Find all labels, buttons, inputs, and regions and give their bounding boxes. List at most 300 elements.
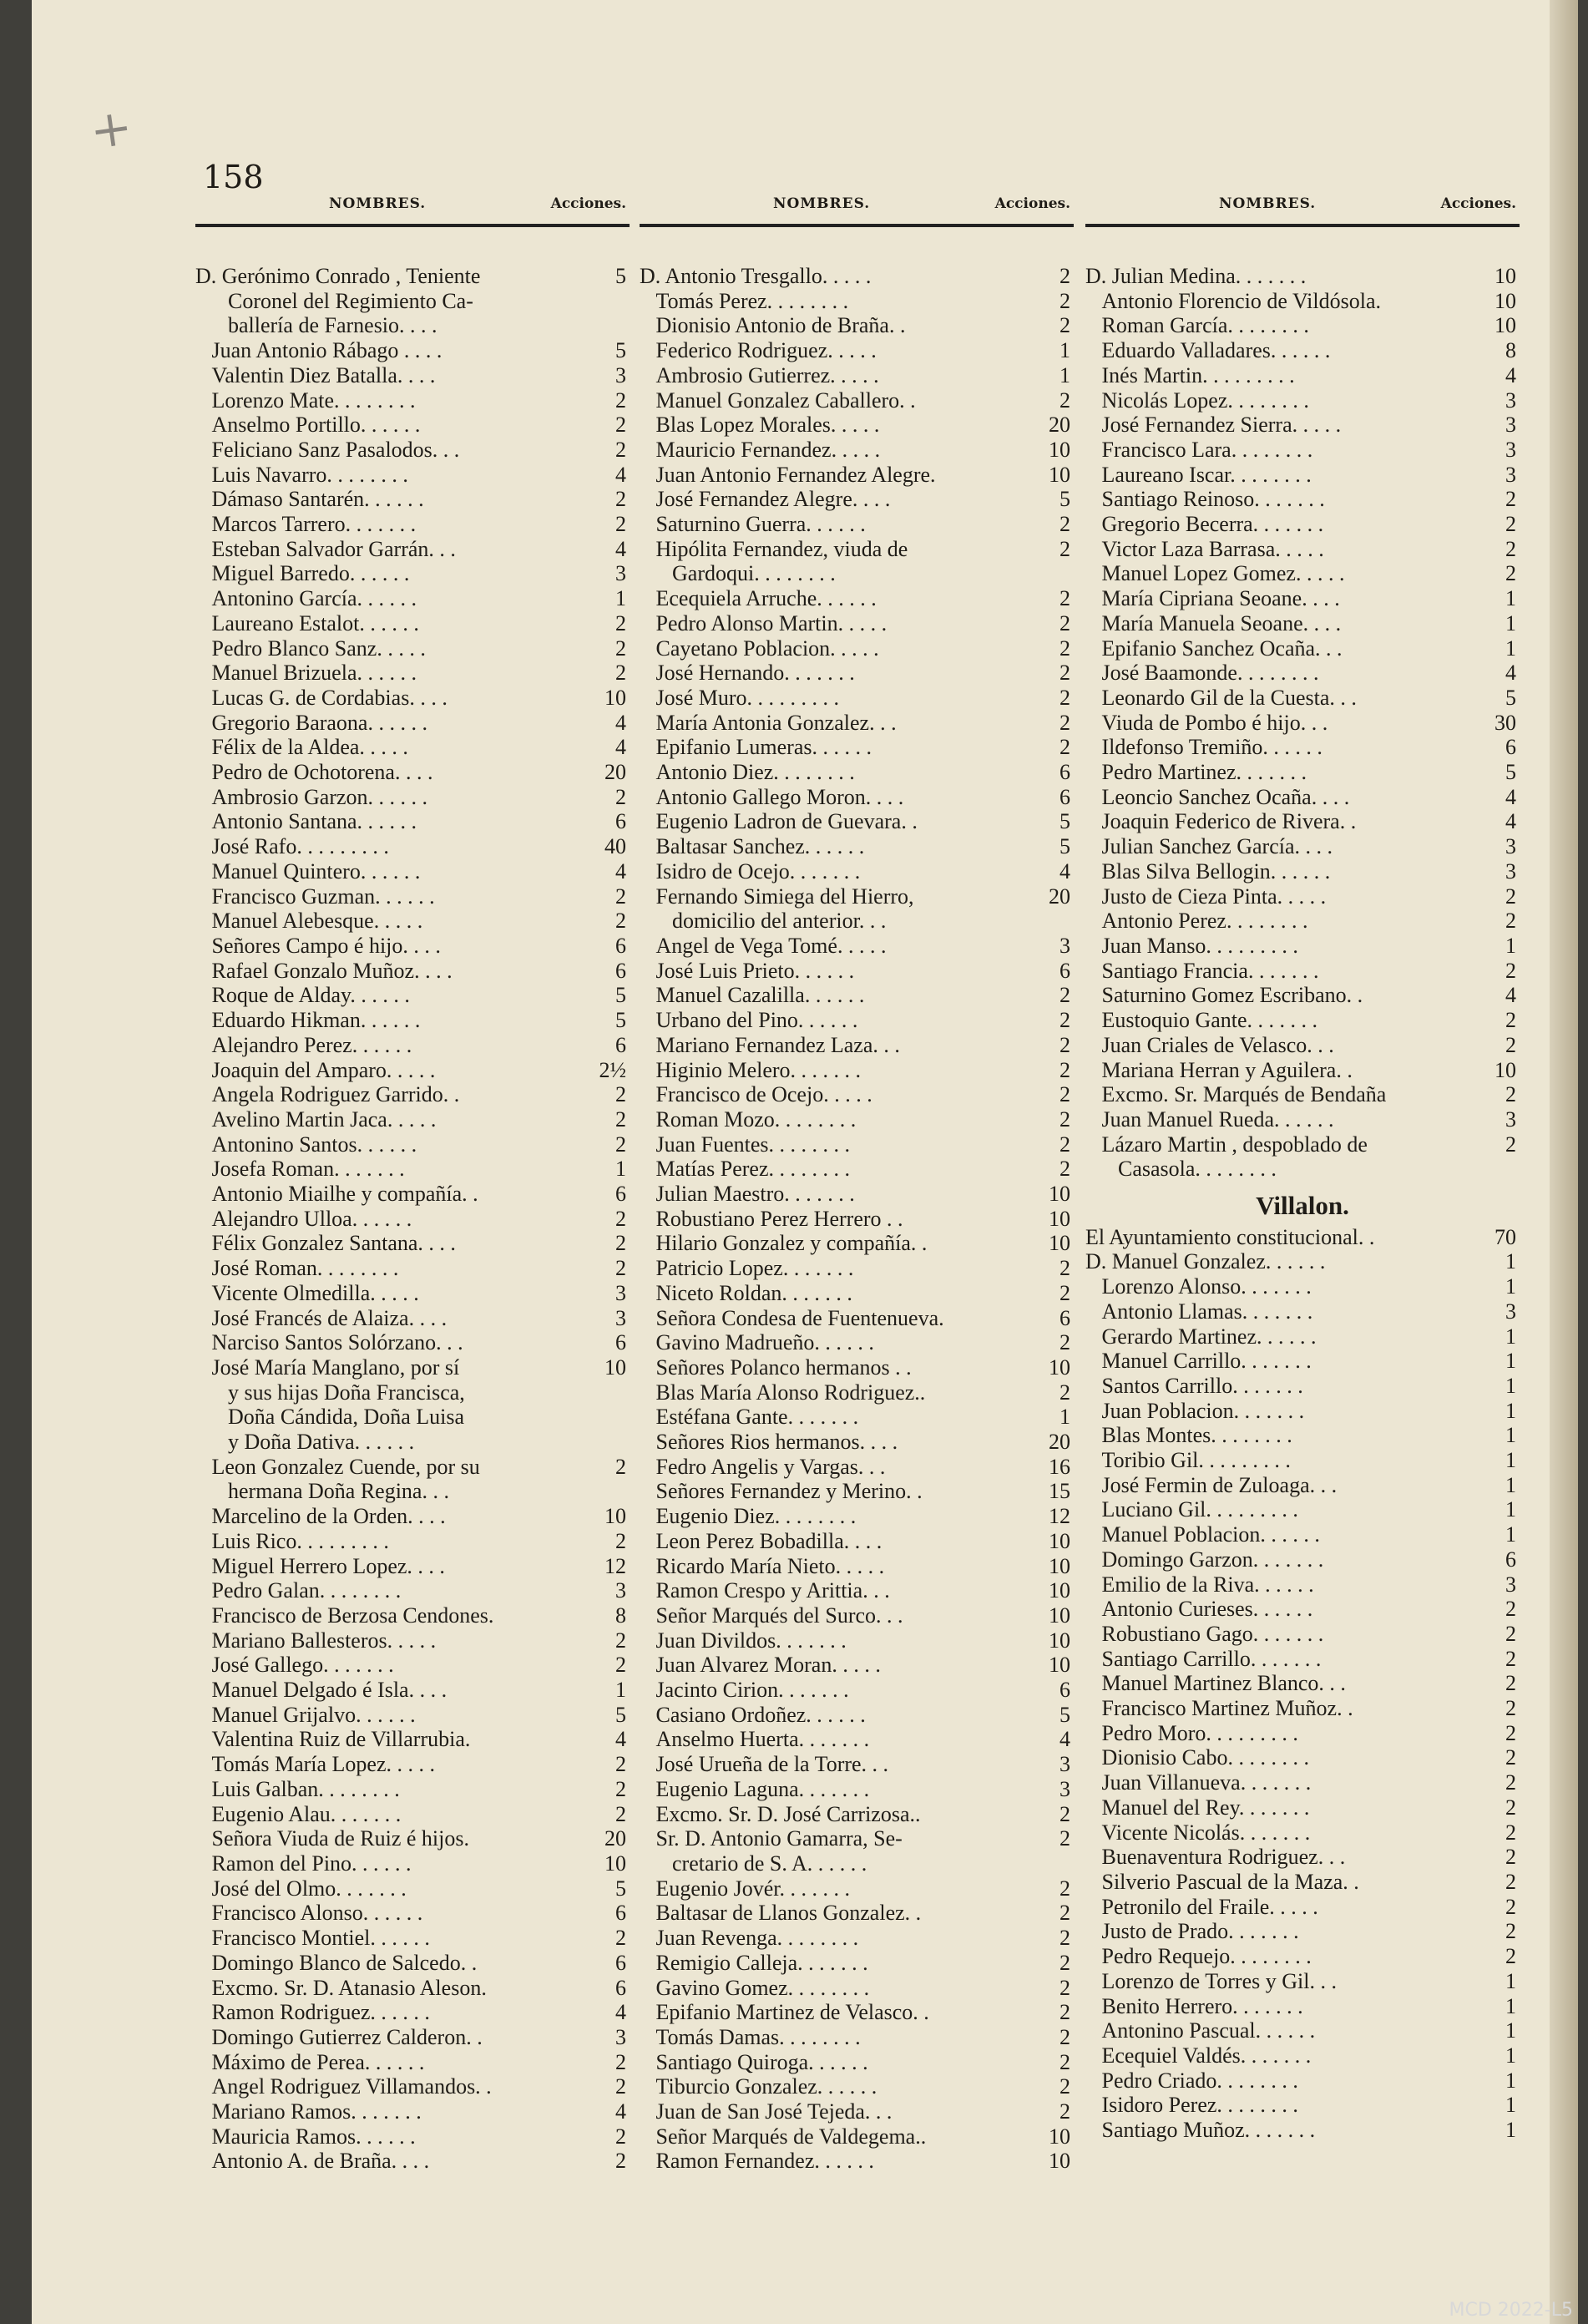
entry-name: Marcelino de la Orden. . . . (195, 1504, 446, 1529)
header-shares: Acciones. (550, 195, 626, 212)
entry-row (195, 1554, 630, 1579)
entry-shares: 4 (615, 1727, 626, 1752)
entry-shares: 2 (1060, 586, 1070, 611)
entry-name: Pedro Blanco Sanz. . . . . (195, 635, 426, 661)
header-names: NOMBRES. (1219, 195, 1317, 212)
entry-name: Mariano Fernandez Laza. . . (640, 1032, 900, 1057)
entry-name: Excmo. Sr. D. Atanasio Aleson. (195, 1975, 487, 2000)
entry-shares: 6 (615, 1032, 626, 1057)
entry-shares: 10 (1049, 1553, 1070, 1578)
entry-shares: 2 (1060, 1380, 1070, 1405)
entry-name: Señora Viuda de Ruiz é hijos. (195, 1826, 469, 1851)
entry-row (640, 1554, 1074, 1579)
entry-shares: 4 (1505, 983, 1516, 1008)
entry-name: Lorenzo Alonso. . . . . . . (1085, 1274, 1312, 1299)
entry-row (640, 760, 1074, 785)
entry-name: Dionisio Cabo. . . . . . . . (1085, 1745, 1309, 1770)
entry-name: Joaquin del Amparo. . . . . (195, 1057, 436, 1082)
entry-row (1085, 561, 1520, 586)
entry-name: Vicente Olmedilla. . . . . (195, 1280, 419, 1305)
entry-name: Francisco Alonso. . . . . . (195, 1901, 423, 1926)
entry-name: Anselmo Portillo. . . . . . (195, 413, 421, 438)
entry-name: Francisco Lara. . . . . . . . (1085, 437, 1313, 462)
entry-shares: 2 (615, 1231, 626, 1256)
entry-shares: 10 (1049, 2149, 1070, 2174)
entry-name: Benito Herrero. . . . . . . (1085, 1993, 1303, 2018)
entry-shares: 2 (1060, 1280, 1070, 1305)
entry-shares: 2 (1060, 1330, 1070, 1355)
entry-row (640, 1380, 1074, 1405)
entry-name: Urbano del Pino. . . . . . (640, 1008, 858, 1033)
entry-shares: 4 (615, 462, 626, 487)
entry-shares: 2 (1060, 1901, 1070, 1926)
entry-shares: 1 (1505, 2018, 1516, 2043)
entry-name: José María Manglano, por sí y sus hijas Doña Francisca, Doña Cándida, Doña Luisa y Doña Dativa. . . . . . (211, 1354, 465, 1455)
entry-name: Señores Fernandez y Merino. . (640, 1479, 923, 1504)
entry-name: Eugenio Alau. . . . . . . (195, 1801, 402, 1826)
entry-name: Señores Polanco hermanos . . (640, 1354, 912, 1380)
entry-row (1085, 1944, 1520, 1969)
entry-row (640, 1727, 1074, 1752)
entry-name: Juan Poblacion. . . . . . . (1085, 1398, 1305, 1423)
entry-row (1085, 2018, 1520, 2043)
entry-shares: 4 (615, 2000, 626, 2025)
entry-row (195, 2000, 630, 2025)
entry-name: Manuel Gonzalez Caballero. . (640, 387, 916, 413)
entry-name: Antonio Perez. . . . . . . . (1085, 909, 1308, 934)
entry-row (640, 2025, 1074, 2050)
entry-shares: 30 (1494, 710, 1516, 735)
entry-shares: 10 (1049, 1628, 1070, 1653)
entry-name: Ramon del Pino. . . . . . (195, 1851, 412, 1876)
entry-name: Pedro Criado. . . . . . . . (1085, 2068, 1298, 2093)
entry-shares: 4 (615, 2099, 626, 2124)
entry-shares: 10 (1049, 1653, 1070, 1678)
entry-row (195, 1256, 630, 1281)
entry-name: Hilario Gonzalez y compañía. . (640, 1231, 928, 1256)
entry-row (195, 388, 630, 413)
entry-row (640, 1901, 1074, 1926)
entry-shares: 3 (1505, 1299, 1516, 1324)
entry-name: Antonino Pascual. . . . . . (1085, 2018, 1316, 2043)
entry-name: Señor Marqués de Valdegema.. (640, 2124, 927, 2149)
entry-name: Antonio Curieses. . . . . . (1085, 1597, 1313, 1622)
entry-name: Isidoro Perez. . . . . . . . (1085, 2093, 1298, 2118)
entry-row (195, 1628, 630, 1653)
entry-row (1085, 463, 1520, 488)
entry-name: Valentina Ruiz de Villarrubia. (195, 1727, 471, 1752)
entry-name: Antonio Gallego Moron. . . . (640, 784, 904, 809)
column-header (1085, 184, 1520, 227)
entry-shares: 6 (615, 1182, 626, 1207)
entry-name: Estéfana Gante. . . . . . . (640, 1405, 859, 1430)
entry-shares: 2 (1060, 1256, 1070, 1281)
entry-row (640, 463, 1074, 488)
entry-shares: 2 (1505, 1870, 1516, 1894)
entry-name: Pedro Moro. . . . . . . . . (1085, 1720, 1298, 1745)
entry-name: José Baamonde. . . . . . . . (1085, 661, 1319, 686)
entry-shares: 2 (1505, 1820, 1516, 1845)
entry-name: Juan Divildos. . . . . . . (640, 1628, 847, 1653)
entry-name: Juan Antonio Fernandez Alegre. (640, 462, 936, 487)
entry-row (1085, 1008, 1520, 1033)
entry-name: José Urueña de la Torre. . . (640, 1752, 889, 1777)
entry-name: Leon Perez Bobadilla. . . . (640, 1528, 883, 1553)
entry-name: Pedro Martinez. . . . . . . (1085, 760, 1307, 785)
entry-name: D. Gerónimo Conrado , Teniente Coronel del Regimiento Ca- ballería de Farnesio. . . . (195, 264, 481, 338)
entry-name: Dámaso Santarén. . . . . . (195, 487, 424, 512)
entry-shares: 1 (1505, 1274, 1516, 1299)
entry-name: Ricardo María Nieto. . . . . (640, 1553, 885, 1578)
entry-row (195, 1281, 630, 1306)
entry-row (1085, 537, 1520, 562)
entry-shares: 6 (1505, 1547, 1516, 1572)
entry-shares: 5 (615, 338, 626, 363)
header-shares: Acciones. (1440, 195, 1516, 212)
entry-name: Robustiano Gago. . . . . . . (1085, 1621, 1324, 1646)
entry-name: Francisco de Ocejo. . . . . (640, 1082, 872, 1107)
entry-name: Ambrosio Gutierrez. . . . . (640, 362, 879, 387)
entry-name: Manuel Cazalilla. . . . . . (640, 983, 865, 1008)
entry-name: Señores Rios hermanos. . . . (640, 1430, 898, 1455)
entry-name: Victor Laza Barrasa. . . . . (1085, 536, 1324, 561)
entry-row (640, 1058, 1074, 1083)
entry-row (1085, 1299, 1520, 1324)
entry-shares: 10 (1494, 1057, 1516, 1082)
entry-row (1085, 859, 1520, 884)
entry-name: D. Antonio Tresgallo. . . . . (640, 264, 872, 288)
entry-name: Niceto Roldan. . . . . . . (640, 1280, 852, 1305)
entry-shares: 1 (1505, 1249, 1516, 1274)
entry-row (195, 1951, 630, 1976)
entry-shares: 1 (1060, 362, 1070, 387)
entry-shares: 2 (615, 610, 626, 635)
entry-name: Francisco Montiel. . . . . . (195, 1926, 430, 1951)
entry-shares: 3 (1505, 387, 1516, 413)
entry-row (640, 1182, 1074, 1207)
entry-row (1085, 413, 1520, 438)
entry-shares: 3 (1060, 1752, 1070, 1777)
entry-name: José Francés de Alaiza. . . . (195, 1305, 448, 1330)
entry-name: Pedro Requejo. . . . . . . . (1085, 1944, 1312, 1969)
entry-row (195, 859, 630, 884)
entry-shares: 1 (1505, 1324, 1516, 1349)
entry-shares: 16 (1049, 1454, 1070, 1479)
entry-row (640, 1578, 1074, 1603)
entry-row (640, 1752, 1074, 1777)
entry-shares: 2 (1505, 1795, 1516, 1820)
entry-row (640, 809, 1074, 834)
entry-shares: 1 (1505, 1349, 1516, 1374)
entry-name: Juan Manuel Rueda. . . . . . (1085, 1106, 1334, 1132)
entry-name: Juan Alvarez Moran. . . . . (640, 1653, 881, 1678)
entry-shares: 2 (615, 1752, 626, 1777)
entry-name: Gavino Gomez. . . . . . . . (640, 1975, 870, 2000)
entry-row (1085, 1845, 1520, 1870)
entry-name: Juan Criales de Velasco. . . (1085, 1032, 1334, 1057)
entry-name: Casiano Ordoñez. . . . . . (640, 1702, 866, 1727)
entry-shares: 2 (1060, 1032, 1070, 1057)
entry-row (195, 686, 630, 711)
entry-shares: 2 (1060, 2049, 1070, 2074)
entry-row (640, 512, 1074, 537)
entry-shares: 1 (1505, 635, 1516, 661)
entry-name: Patricio Lopez. . . . . . . (640, 1256, 854, 1281)
entry-row (195, 2025, 630, 2050)
entry-shares: 6 (1060, 1678, 1070, 1703)
entry-name: Valentin Diez Batalla. . . . (195, 362, 436, 387)
entry-shares: 1 (1505, 1448, 1516, 1473)
entry-shares: 2 (1060, 512, 1070, 537)
entry-name: Juan Antonio Rábago . . . . (195, 338, 443, 363)
entry-shares: 6 (615, 958, 626, 983)
entry-name: Santos Carrillo. . . . . . . (1085, 1373, 1303, 1398)
entry-row (195, 1851, 630, 1876)
column-header (640, 184, 1074, 227)
entry-name: Dionisio Antonio de Braña. . (640, 313, 906, 338)
entry-name: Saturnino Guerra. . . . . . (640, 512, 866, 537)
entry-shares: 4 (1505, 784, 1516, 809)
entry-name: Francisco Guzman. . . . . . (195, 884, 435, 909)
entry-shares: 2 (1060, 1106, 1070, 1132)
entry-shares: 2 (615, 1082, 626, 1107)
entry-row (640, 1455, 1074, 1480)
entry-shares: 2 (1505, 536, 1516, 561)
entry-name: Mauricia Ramos. . . . . . (195, 2124, 416, 2149)
entry-row (1085, 834, 1520, 859)
entry-name: José Fernandez Alegre. . . . (640, 487, 891, 512)
entry-name: José Hernando. . . . . . . (640, 661, 855, 686)
entry-row (195, 2074, 630, 2099)
entry-row (640, 363, 1074, 388)
entry-name: Pedro de Ochotorena. . . . (195, 760, 433, 785)
entry-name: José Rafo. . . . . . . . . (195, 834, 389, 859)
entry-row (1085, 586, 1520, 611)
entry-row (640, 1876, 1074, 1901)
entry-row (640, 735, 1074, 760)
entry-row (640, 2124, 1074, 2149)
entry-shares: 2 (1060, 1826, 1070, 1851)
entry-row (195, 711, 630, 736)
entry-name: Santiago Quiroga. . . . . . (640, 2049, 868, 2074)
entry-row (1085, 1249, 1520, 1274)
entry-row (195, 735, 630, 760)
entry-row (1085, 884, 1520, 909)
entry-row (195, 983, 630, 1008)
entry-name: Angel de Vega Tomé. . . . . (640, 933, 887, 958)
entry-row (1085, 1349, 1520, 1374)
entry-shares: 2 (1505, 1919, 1516, 1944)
section-title: Villalon. (1256, 1191, 1349, 1221)
entry-shares: 2 (1505, 1671, 1516, 1696)
entry-row (195, 1876, 630, 1901)
entry-name: Mariano Ramos. . . . . . . (195, 2099, 422, 2124)
entry-name: Antonio Florencio de Vildósola. (1085, 288, 1381, 313)
entry-row (195, 1703, 630, 1728)
entry-name: Antonino Santos. . . . . . (195, 1132, 417, 1157)
entry-row (1085, 1597, 1520, 1622)
entry-row (1085, 785, 1520, 810)
entry-row (195, 959, 630, 984)
entry-name: María Manuela Seoane. . . . (1085, 610, 1342, 635)
entry-shares: 2 (1060, 1057, 1070, 1082)
entry-row (195, 1653, 630, 1678)
entry-shares: 1 (1505, 1968, 1516, 1993)
entry-name: María Cipriana Seoane. . . . (1085, 586, 1340, 611)
entry-name: Manuel Grijalvo. . . . . . (195, 1702, 416, 1727)
entry-shares: 10 (1494, 288, 1516, 313)
entry-name: Ramon Rodriguez. . . . . . (195, 2000, 430, 2025)
entry-row (1085, 1795, 1520, 1820)
entry-name: Antonio Santana. . . . . . (195, 809, 417, 834)
entry-name: Epifanio Lumeras. . . . . . (640, 735, 872, 760)
entry-name: Tomás Damas. . . . . . . . (640, 2024, 861, 2049)
entry-shares: 5 (1505, 685, 1516, 710)
entry-shares: 2 (615, 2049, 626, 2074)
entry-row (195, 1008, 630, 1033)
entry-shares: 5 (1060, 487, 1070, 512)
entry-row (195, 1132, 630, 1157)
entry-list (640, 264, 1074, 2174)
entry-name: Manuel Lopez Gomez. . . . . (1085, 561, 1345, 586)
entry-name: Blas Montes. . . . . . . . (1085, 1423, 1292, 1448)
entry-name: Rafael Gonzalo Muñoz. . . . (195, 958, 453, 983)
entry-row (195, 1182, 630, 1207)
entry-shares: 1 (1505, 1423, 1516, 1448)
entry-shares: 1 (615, 586, 626, 611)
entry-name: Angel Rodriguez Villamandos. . (195, 2074, 492, 2099)
entry-name: Eduardo Hikman. . . . . . (195, 1008, 421, 1033)
entry-row (1085, 1994, 1520, 2019)
entry-shares: 20 (1049, 413, 1070, 438)
entry-shares: 2 (615, 1256, 626, 1281)
entry-row (640, 1504, 1074, 1529)
entry-shares: 2 (1505, 1894, 1516, 1919)
entry-name: Pedro Galan. . . . . . . . (195, 1578, 402, 1603)
entry-row (640, 2074, 1074, 2099)
entry-shares: 2 (1505, 1646, 1516, 1671)
entry-name: Blas María Alonso Rodriguez.. (640, 1380, 926, 1405)
entry-name: Jacinto Cirion. . . . . . . (640, 1678, 849, 1703)
entry-row (195, 1330, 630, 1355)
entry-shares: 2 (1060, 1950, 1070, 1975)
entry-row (195, 1157, 630, 1182)
entry-name: Inés Martin. . . . . . . . . (1085, 362, 1295, 387)
entry-name: Viuda de Pombo é hijo. . . (1085, 710, 1328, 735)
entry-row (640, 1231, 1074, 1256)
entry-row (640, 636, 1074, 661)
entry-name: Ramon Fernandez. . . . . . (640, 2149, 874, 2174)
entry-row (195, 1802, 630, 1827)
entry-name: Eugenio Laguna. . . . . . . (640, 1776, 870, 1801)
entry-row (640, 1330, 1074, 1355)
entry-row (640, 983, 1074, 1008)
entry-name: Gregorio Baraona. . . . . . (195, 710, 427, 735)
entry-shares: 12 (1049, 1504, 1070, 1529)
entry-shares: 2 (1505, 1082, 1516, 1107)
entry-name: Pedro Alonso Martin. . . . . (640, 610, 888, 635)
entry-shares: 2 (1060, 1008, 1070, 1033)
entry-shares: 2 (615, 661, 626, 686)
entry-name: Excmo. Sr. Marqués de Bendaña (1085, 1082, 1387, 1107)
entry-row (640, 686, 1074, 711)
entry-row (1085, 1448, 1520, 1473)
entry-row (1085, 1572, 1520, 1597)
entry-name: José Gallego. . . . . . . (195, 1653, 394, 1678)
entry-name: Félix de la Aldea. . . . . (195, 735, 408, 760)
entry-name: Toribio Gil. . . . . . . . . (1085, 1448, 1291, 1473)
entry-name: Baltasar de Llanos Gonzalez. . (640, 1901, 922, 1926)
entry-row (640, 1678, 1074, 1703)
entry-shares: 2 (615, 2149, 626, 2174)
entry-row (1085, 934, 1520, 959)
entry-row (640, 1430, 1074, 1455)
entry-shares: 1 (1505, 2043, 1516, 2068)
entry-row (1085, 264, 1520, 289)
entry-shares: 3 (1060, 933, 1070, 958)
entry-name: Manuel Poblacion. . . . . . (1085, 1522, 1320, 1547)
entry-shares: 70 (1494, 1224, 1516, 1249)
entry-row (195, 1231, 630, 1256)
entry-row (195, 909, 630, 934)
entry-row (195, 1578, 630, 1603)
entry-name: José Luis Prieto. . . . . . (640, 958, 855, 983)
entry-shares: 5 (615, 1008, 626, 1033)
entry-name: Tiburcio Gonzalez. . . . . . (640, 2074, 877, 2099)
entry-shares: 6 (615, 1330, 626, 1355)
entry-shares: 4 (1060, 858, 1070, 884)
entry-shares: 2 (1505, 1621, 1516, 1646)
entry-row (195, 264, 630, 338)
entry-shares: 2 (1060, 1801, 1070, 1826)
entry-shares: 6 (615, 1950, 626, 1975)
entry-name: Manuel Alebesque. . . . . (195, 909, 423, 934)
entry-row (640, 1479, 1074, 1504)
entry-name: Miguel Herrero Lopez. . . . (195, 1553, 445, 1578)
entry-list (1085, 264, 1520, 2143)
entry-row (1085, 1058, 1520, 1083)
entry-row (640, 859, 1074, 884)
entry-row (640, 785, 1074, 810)
entry-name: Leonardo Gil de la Cuesta. . . (1085, 685, 1357, 710)
entry-name: Federico Rodriguez. . . . . (640, 338, 877, 363)
entry-shares: 2 (615, 635, 626, 661)
entry-row (640, 1653, 1074, 1678)
entry-row (640, 289, 1074, 314)
entry-shares: 8 (615, 1602, 626, 1628)
entry-row (1085, 686, 1520, 711)
entry-shares: 4 (615, 536, 626, 561)
entry-shares: 12 (604, 1553, 626, 1578)
entry-shares: 10 (1494, 264, 1516, 288)
entry-name: Excmo. Sr. D. José Carrizosa.. (640, 1801, 921, 1826)
entry-shares: 2 (615, 512, 626, 537)
entry-name: Máximo de Perea. . . . . . (195, 2049, 425, 2074)
entry-shares: 1 (1505, 610, 1516, 635)
entry-row (1085, 1547, 1520, 1572)
entry-row (195, 2099, 630, 2124)
entry-name: Esteban Salvador Garrán. . . (195, 536, 456, 561)
entry-shares: 10 (604, 1851, 626, 1876)
entry-row (195, 1455, 630, 1504)
entry-name: Fedro Angelis y Vargas. . . (640, 1454, 886, 1479)
entry-row (195, 1355, 630, 1455)
entry-row (640, 959, 1074, 984)
entry-name: Ramon Crespo y Arittia. . . (640, 1578, 890, 1603)
entry-name: Blas Lopez Morales. . . . . (640, 413, 880, 438)
page-gutter-shadow (1550, 0, 1578, 2324)
entry-shares: 6 (1060, 760, 1070, 785)
